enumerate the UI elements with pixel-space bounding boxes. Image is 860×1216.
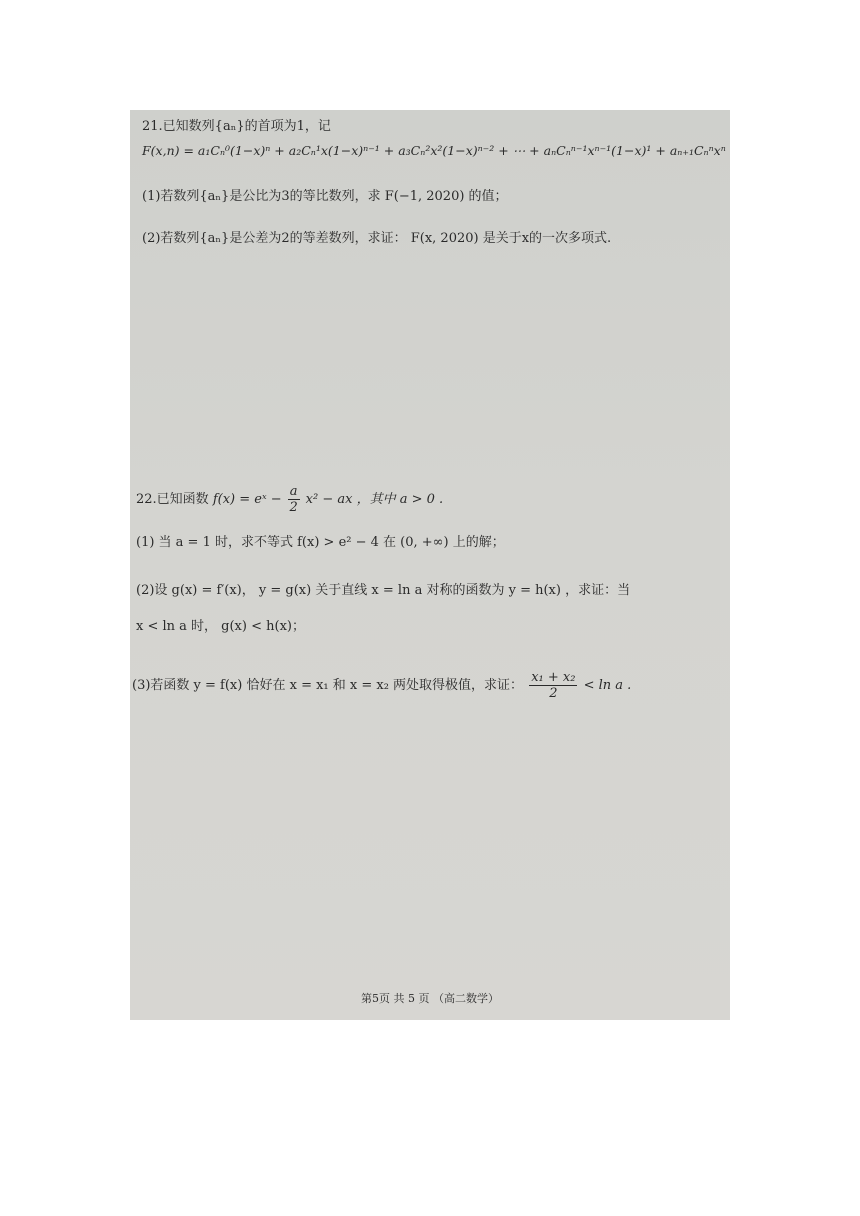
q22-part2a: (2)设 g(x) = f′(x)， y = g(x) 关于直线 x = ln a 对称的函数为 y = h(x) ，求证：当 xyxy=(136,583,631,598)
fraction-denominator: 2 xyxy=(289,500,298,515)
q22-title-rest: x² − ax ，其中 a > 0 . xyxy=(305,492,444,507)
q22-part3-prefix: (3)若函数 y = f(x) 恰好在 x = x₁ 和 x = x₂ 两处取得极值，求证： xyxy=(132,678,524,693)
fraction-numerator: a xyxy=(289,484,298,499)
q21-part1: (1)若数列{aₙ}是公比为3的等比数列，求 F(−1, 2020) 的值； xyxy=(142,189,508,204)
fraction-denominator: 2 xyxy=(549,686,558,701)
page-footer: 第5页 共 5 页 （高二数学） xyxy=(361,992,499,1005)
q22-part3-suffix: < ln a . xyxy=(583,678,632,693)
q22-title-f: f(x) = eˣ − xyxy=(212,492,282,507)
q21-formula: F(x,n) = a₁Cₙ⁰(1−x)ⁿ + a₂Cₙ¹x(1−x)ⁿ⁻¹ + a₃Cₙ²x²(1−x)ⁿ⁻² + ⋯ + aₙCₙⁿ⁻¹xⁿ⁻¹(1−x)¹ + aₙ₊₁Cₙⁿxⁿ xyxy=(142,143,726,158)
q22-part3-fraction xyxy=(529,670,577,701)
q22-title-prefix: 22.已知函数 xyxy=(136,492,209,507)
q21-part2: (2)若数列{aₙ}是公差为2的等差数列，求证： F(x, 2020) 是关于x的一次多项式. xyxy=(142,231,612,246)
q22-part1: (1) 当 a = 1 时，求不等式 f(x) > e² − 4 在 (0, +∞) 上的解； xyxy=(136,535,505,550)
q22-part2b: x < ln a 时， g(x) < h(x)； xyxy=(136,619,305,634)
q22-part3 xyxy=(132,666,631,706)
q22-fraction xyxy=(288,484,300,515)
q22-title xyxy=(136,480,443,520)
exam-page xyxy=(130,110,730,1020)
fraction-numerator: x₁ + x₂ xyxy=(531,670,576,685)
q21-title: 21.已知数列{aₙ}的首项为1，记 xyxy=(142,119,331,134)
